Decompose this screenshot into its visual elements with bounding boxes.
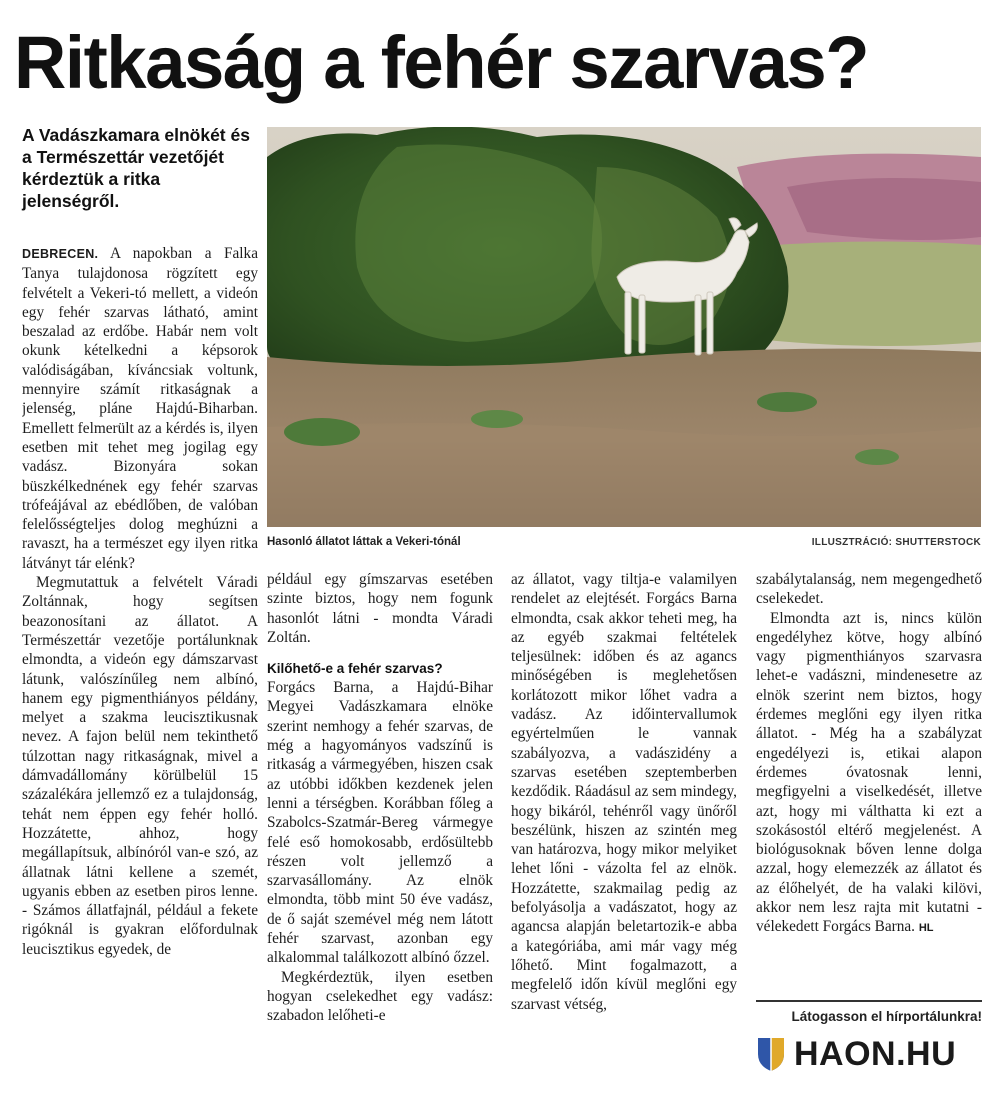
article-subheading: Kilőhető-e a fehér szarvas? (267, 661, 443, 677)
article-paragraph: Forgács Barna, a Hajdú-Bihar Megyei Vadászkamara elnöke szerint nemhogy a fehér szarvas, de még a hagyományos vadszínű is ritkaság a vármegyében, hiszen csak az utóbbi időkben kezdenek jelen lenni a térségben. Korábban főleg a Szabolcs-Szatmár-Bereg vármegye felé eső homokosabb, erdősültebb részen volt jellemző a szarvasállomány. Az elnök elmondta, több mint 50 éve vadász, de ő saját szemével még nem látott fehér szarvast, azonban egy alkalommal találkozott albínó őzzel. (267, 679, 493, 967)
article-paragraph: például egy gímszarvas esetében szinte biztos, hogy nem fogunk hasonlót látni - mondta Váradi Zoltán. (267, 571, 493, 646)
photo-credit: ILLUSZTRÁCIÓ: SHUTTERSTOCK (811, 537, 981, 548)
article-column-4 (756, 570, 982, 990)
dateline: DEBRECEN. (22, 247, 99, 261)
article-lead: A Vadászkamara elnökét és a Természettár vezetőjét kérdeztük a ritka jelenségről. (22, 125, 250, 211)
article-paragraph: Elmondta azt is, nincs külön engedélyhez kötve, hogy albínó vagy pigmenthiányos szarvasra lehet-e vadászni, mindenesetre az elnök szerint nem biztos, hogy érdemes meglőni egy ilyen ritka állatot. - Még ha a szabályzat engedélyezi is, etikai alapon érdemes óvatosnak lenni, megfigyelni a viselkedését, illetve azt, hogy mi válthatta ki ezt a szokásostól eltérő megjelenést. A biológusoknak bőven lenne dolga azzal, hogy elemezzék az állatot és az élőhelyét, de ha valaki kilövi, akkor nem lesz rajta mit kutatni - vélekedett Forgács Barna. HL (756, 609, 982, 936)
article-paragraph: az állatot, vagy tiltja-e valamilyen rendelet az elejtését. Forgács Barna elmondta, csak akkor teheti meg, ha az egyéb szakmai feltételek teljesülnek: időben és az agancs minőségében is meglehetősen korlátozott mikor lőhet vadra a vadász. Az időintervallumok egyértelműen le vannak szabályozva, a vadászidény a szarvas esetében szeptemberben kezdődik. Ráadásul az sem mindegy, hogy bikáról, tehénről vagy ünőről beszélünk, hiszen az szintén meg van határozva, hogy mikor melyiket lehet lőni - vázolta fel az elnök. Hozzátette, szakmailag pedig az befolyásolja a vadászatot, hogy az agancsa alapján beletartozik-e abba a kategóriába, ami már vagy még lőhető. Mint fogalmazott, a megfelelő időn kívül meglőni egy szarvast vétség, (511, 571, 737, 1013)
haon-brand[interactable] (756, 1034, 982, 1074)
article-column-3 (511, 570, 737, 1089)
article-paragraph: szabálytalanság, nem megengedhető cselekedet. (756, 571, 982, 608)
author-initials: HL (918, 922, 934, 935)
article-paragraph: DEBRECEN. A napokban a Falka Tanya tulajdonosa rögzített egy felvételt a Vekeri-tó mellett, a videón egy fehér szarvas látható, amint beszalad az erdőbe. Habár nem volt okunk kételkedni a képsorok valódiságában, kíváncsiak voltunk, mennyire számít ritkaságnak a jelenség, pláne Hajdú-Biharban. Emellett felmerült az a kérdés is, ilyen esetben mit tehet meg jogilag egy vadász. Bizonyára sokan büszkélkednének egy fehér szarvas trófeájával az ebédlőben, de valóban felelősségteljes dolog meghúzni a ravaszt, ha a természet egy ilyen ritka látványt tár elénk? (22, 245, 258, 572)
brand-wordmark: HAON.HU (794, 1035, 957, 1073)
white-deer-illustration (267, 127, 981, 527)
article-paragraph: Megkérdeztük, ilyen esetben hogyan cselekedhet egy vadász: szabadon lelőheti-e (267, 968, 493, 1025)
promo-text: Látogasson el hírportálunkra! (791, 1009, 982, 1024)
photo-caption: Hasonló állatot láttak a Vekeri-tónál (267, 536, 461, 548)
shield-logo-icon (756, 1036, 786, 1072)
article-column-2 (267, 570, 493, 1089)
article-paragraph: Megmutattuk a felvételt Váradi Zoltánnak, hogy segítsen beazonosítani az állatot. A Természettár vezetője portálunknak elmondta, a videón egy dámszarvast látunk, valószínűleg nem albínó, hanem egy pigmenthiányos példány, melyet a szakma leucisztikusnak nevez. A fajon belül nem tekinthető túlzottan nagy ritkaságnak, mivel a dámvadállomány körülbelül 15 százalékára jellemző ez a tulajdonság, tehát nem éppen egy fehér holló. Hozzátette, ahhoz, hogy megállapítsuk, albínóról van-e szó, az állatnak látni kellene a szemét, ugyanis ebben az esetben piros lenne. - Számos állatfajnál, például a fekete rigóknál is gyakran előfordulnak leucisztikus egyedek, de (22, 574, 258, 958)
article-column-1 (22, 244, 258, 1089)
article-photo (267, 127, 981, 527)
promo-divider (756, 1000, 982, 1002)
article-headline: Ritkaság a fehér szarvas? (14, 21, 869, 104)
